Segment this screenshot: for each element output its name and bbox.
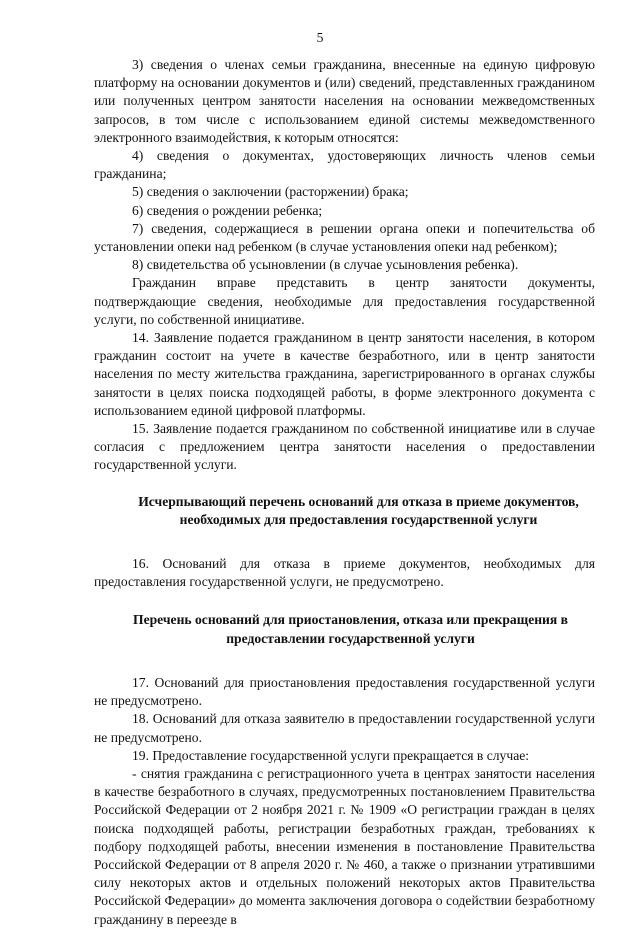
paragraph: 8) свидетельства об усыновлении (в случае усыновления ребенка). [132, 257, 519, 273]
paragraph: 19. Предоставление государственной услуги прекращается в случае: [132, 747, 530, 763]
section-heading-refusal-reception: Исчерпывающий перечень оснований для отказа в приеме документов, необходимых для предоставления государственной услуги [138, 493, 579, 527]
paragraph: Гражданин вправе представить в центр занятости документы, подтверждающие сведения, необходимые для предоставления государственной услуги, по собственной инициативе. [94, 275, 595, 327]
page-number: 5 [316, 30, 324, 45]
document-body [94, 56, 595, 929]
paragraph: - снятия гражданина с регистрационного учета в центрах занятости населения в качестве безработного в случаях, предусмотренных постановлением Правительства Российской Федерации от 2 ноября 2021 г. № 1909 «О регистрации граждан в целях поиска подходящей работы, регистрации безработных граждан, требованиях к подбору подходящей работы, внесении изменения в постановление Правительства Российской Федерации от 8 апреля 2020 г. № 460, а также о признании утратившими силу некоторых актов и отдельных положений некоторых актов Правительства Российской Федерации» до момента заключения договора о содействии безработному гражданину в переезде в [94, 765, 595, 927]
paragraph: 14. Заявление подается гражданином в центр занятости населения, в котором гражданин состоит на учете в качестве безработного, или в центр занятости населения по месту жительства гражданина, зарегистрированного в органах службы занятости в целях поиска подходящей работы, в форме электронного документа с использованием единой цифровой платформы. [94, 330, 595, 418]
paragraph: 16. Оснований для отказа в приеме документов, необходимых для предоставления государственной услуги, не предусмотрено. [94, 556, 595, 590]
paragraph: 3) сведения о членах семьи гражданина, внесенные на единую цифровую платформу на основании документов и (или) сведений, представленных гражданином или полученных центром занятости населения на основании межведомственных запросов, в том числе с использованием единой системы межведомственного электронного взаимодействия, к которым относятся: [94, 57, 595, 145]
paragraph: 6) сведения о рождении ребенка; [132, 202, 323, 218]
paragraph: 7) сведения, содержащиеся в решении органа опеки и попечительства об установлении опеки над ребенком (в случае установления опеки над ребенком); [94, 220, 595, 255]
paragraph: 4) сведения о документах, удостоверяющих личность членов семьи гражданина; [94, 148, 595, 182]
paragraph: 15. Заявление подается гражданином по собственной инициативе или в случае согласия с предложением центра занятости населения о предоставлении государственной услуги. [94, 421, 595, 473]
paragraph: 17. Оснований для приостановления предоставления государственной услуги не предусмотрено. [94, 674, 595, 709]
section-heading-suspension: Перечень оснований для приостановления, отказа или прекращения в предоставлении государственной услуги [133, 612, 568, 646]
paragraph: 18. Оснований для отказа заявителю в предоставлении государственной услуги не предусмотрено. [94, 711, 595, 745]
paragraph: 5) сведения о заключении (расторжении) брака; [132, 184, 409, 200]
